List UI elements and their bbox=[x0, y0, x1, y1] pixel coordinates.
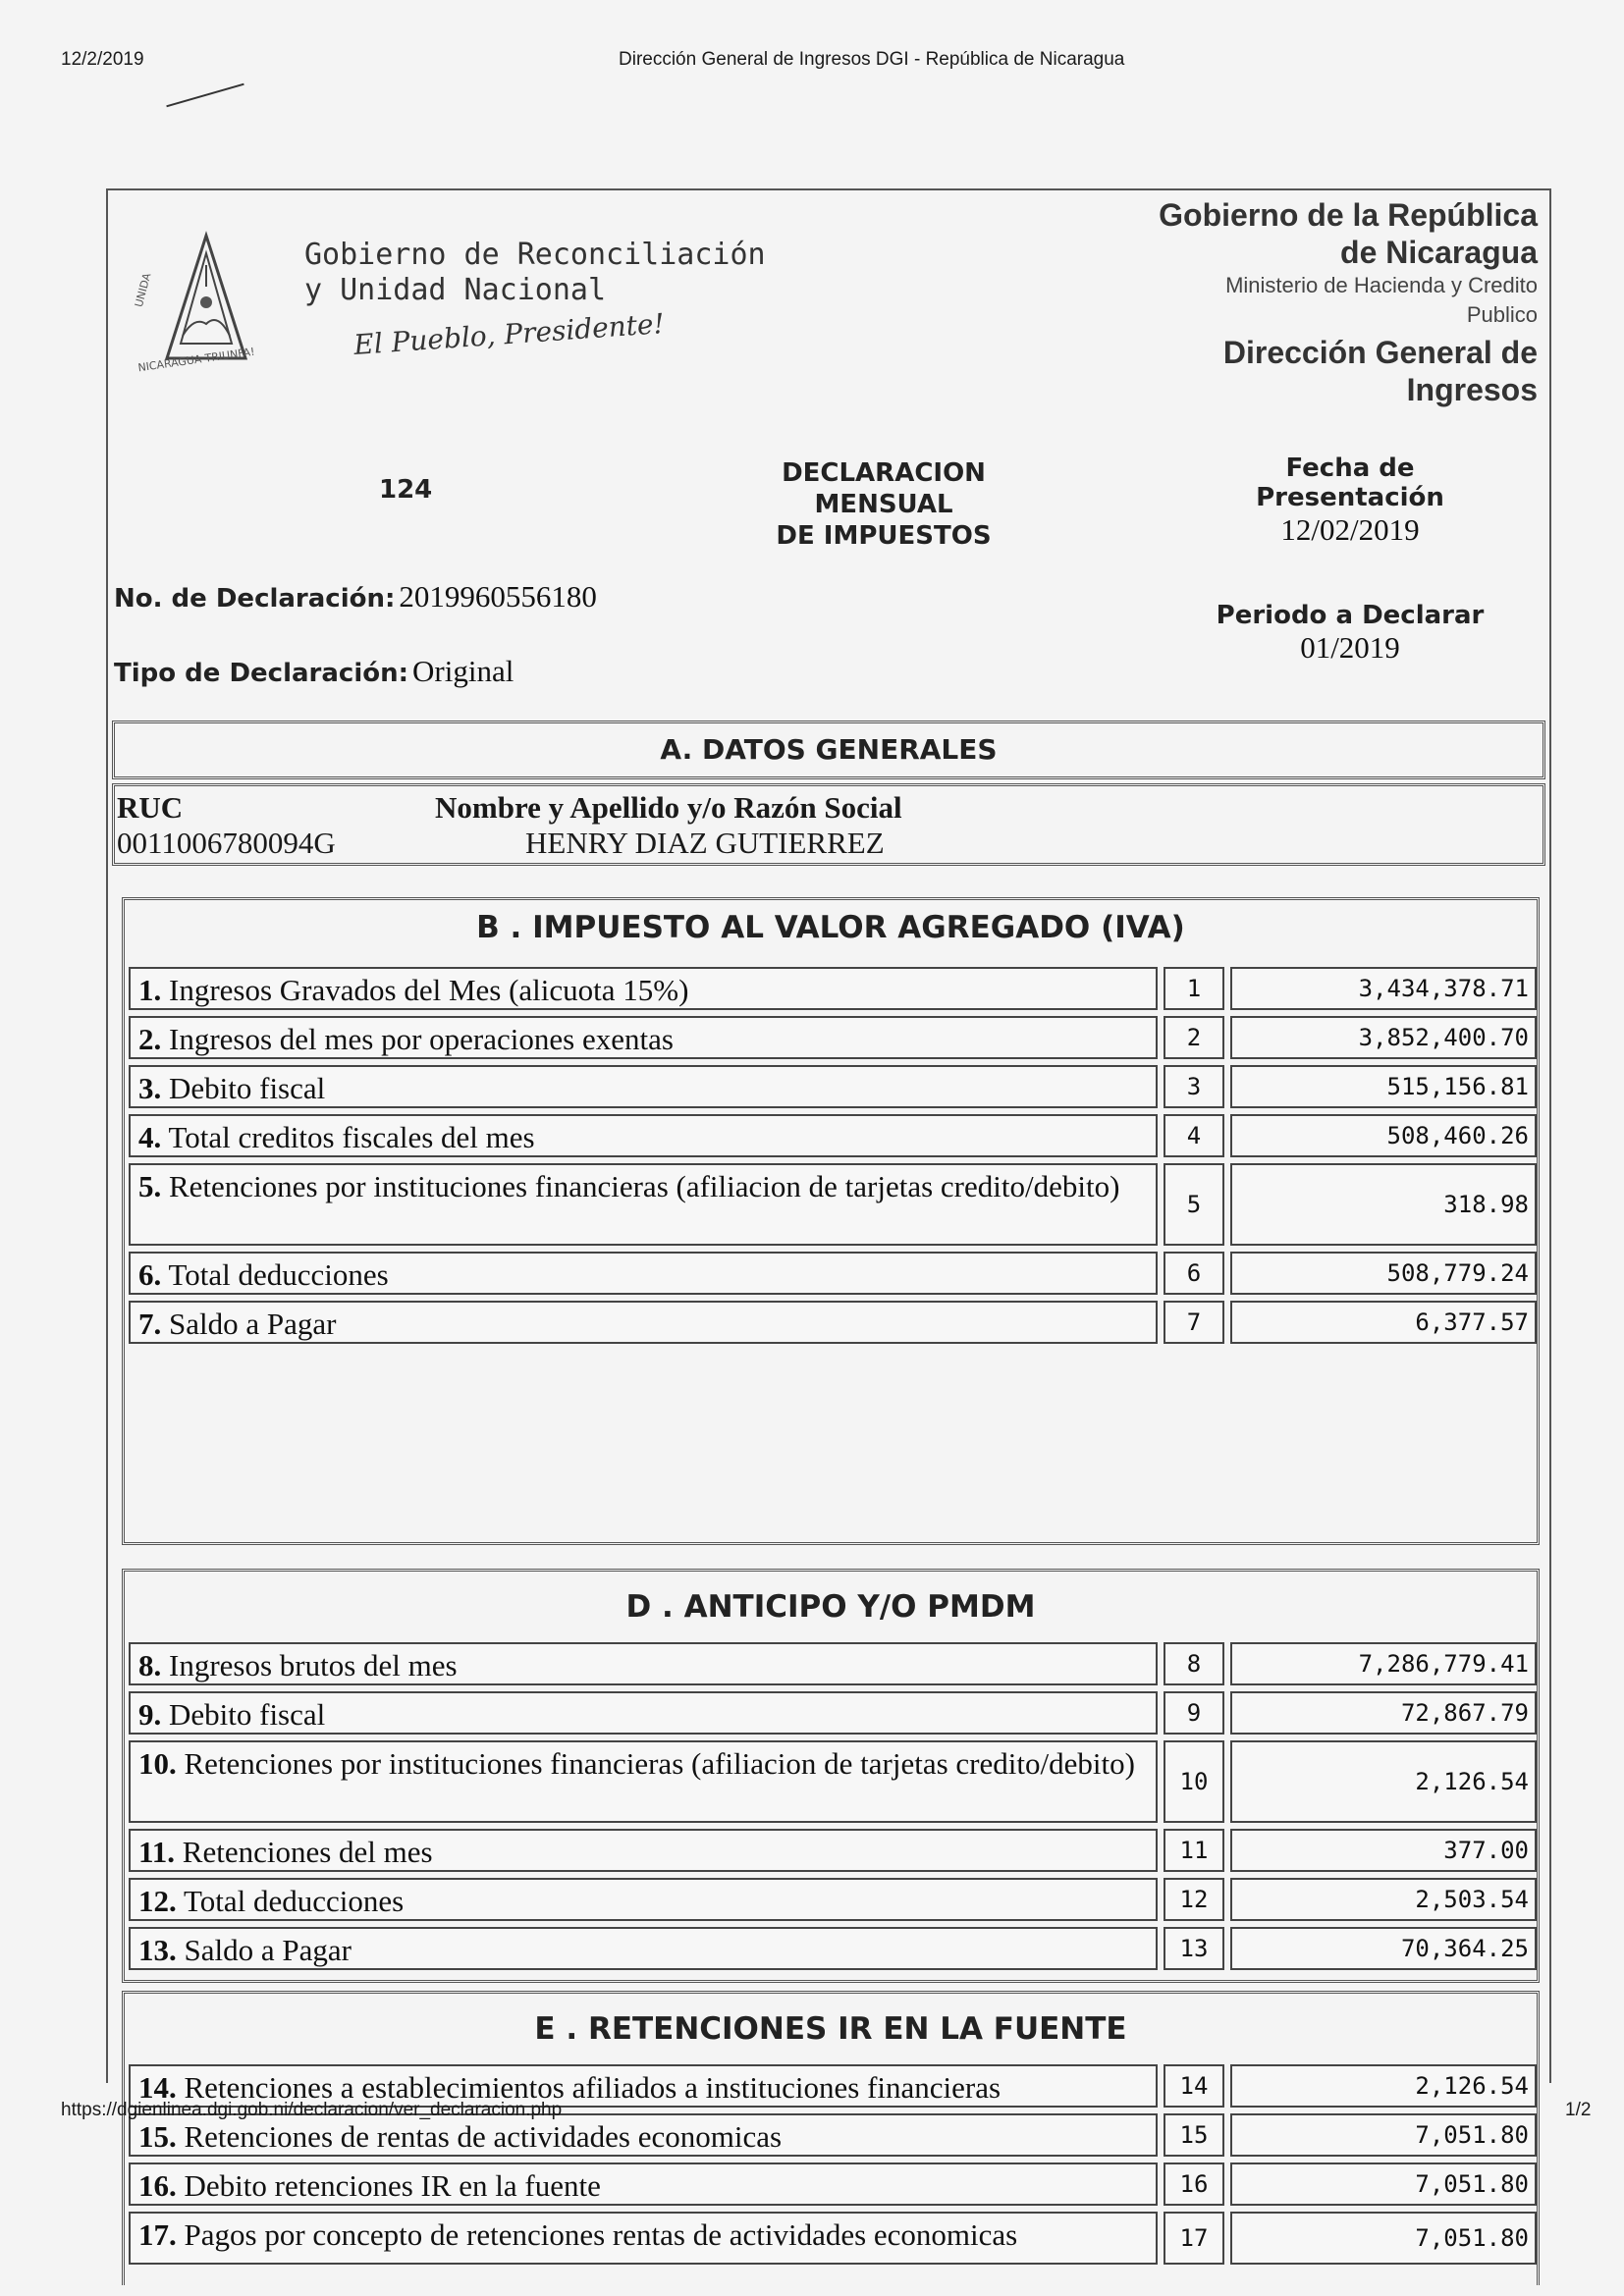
fecha-value: 12/02/2019 bbox=[1280, 512, 1420, 547]
row-label bbox=[129, 1301, 1158, 1344]
nombre-value: HENRY DIAZ GUTIERREZ bbox=[525, 826, 885, 860]
row-text: Total creditos fiscales del mes bbox=[168, 1120, 535, 1154]
datos-generales-title-box bbox=[112, 721, 1545, 779]
row-value: 508,779.24 bbox=[1230, 1252, 1537, 1295]
table-row bbox=[125, 1114, 1537, 1157]
table-row bbox=[125, 1016, 1537, 1059]
no-declaracion-value: 2019960556180 bbox=[399, 579, 597, 614]
section-b-title: B . IMPUESTO AL VALOR AGREGADO (IVA) bbox=[476, 910, 1185, 945]
row-text: Ingresos brutos del mes bbox=[169, 1648, 458, 1682]
row-label bbox=[129, 1114, 1158, 1157]
row-value: 318.98 bbox=[1230, 1163, 1537, 1246]
row-value: 6,377.57 bbox=[1230, 1301, 1537, 1344]
nombre-label: Nombre y Apellido y/o Razón Social bbox=[435, 790, 902, 825]
section-b-rows bbox=[125, 967, 1537, 1546]
row-number: 12. bbox=[138, 1884, 177, 1918]
row-text: Retenciones por instituciones financieras (afiliacion de tarjetas credito/debito) bbox=[169, 1169, 1120, 1203]
row-label bbox=[129, 1252, 1158, 1295]
row-number: 10. bbox=[138, 1746, 177, 1781]
table-row bbox=[125, 1691, 1537, 1735]
form-title bbox=[736, 457, 1031, 552]
table-row bbox=[125, 1642, 1537, 1685]
gov-right-line5: Dirección General de bbox=[1222, 335, 1538, 370]
section-e-title: E . RETENCIONES IR EN LA FUENTE bbox=[534, 2011, 1127, 2047]
row-value: 70,364.25 bbox=[1230, 1927, 1537, 1970]
row-number: 3. bbox=[138, 1071, 162, 1105]
pen-mark bbox=[166, 83, 244, 108]
form-title-line1: DECLARACION MENSUAL bbox=[782, 458, 986, 519]
slogan: El Pueblo, Presidente! bbox=[352, 306, 666, 362]
row-label bbox=[129, 1642, 1158, 1685]
fecha-label: Fecha de Presentación bbox=[1256, 454, 1444, 512]
row-value: 377.00 bbox=[1230, 1829, 1537, 1872]
form-number: 124 bbox=[379, 475, 433, 505]
gov-left-line2: y Unidad Nacional bbox=[304, 273, 607, 307]
row-code: 4 bbox=[1164, 1114, 1224, 1157]
ruc-label: RUC bbox=[117, 790, 184, 825]
form-title-line2: DE IMPUESTOS bbox=[776, 521, 992, 551]
row-label bbox=[129, 1163, 1158, 1246]
gov-right bbox=[1047, 196, 1538, 408]
row-label bbox=[129, 1065, 1158, 1108]
seal-text-bottom: NICARAGUA TRIUNFA! bbox=[136, 345, 256, 375]
row-value: 2,503.54 bbox=[1230, 1878, 1537, 1921]
section-d-title: D . ANTICIPO Y/O PMDM bbox=[625, 1589, 1036, 1625]
row-code: 8 bbox=[1164, 1642, 1224, 1685]
row-text: Retenciones de rentas de actividades economicas bbox=[184, 2119, 783, 2154]
row-label bbox=[129, 1927, 1158, 1970]
row-label bbox=[129, 1829, 1158, 1872]
row-text: Debito fiscal bbox=[169, 1697, 326, 1732]
table-row bbox=[125, 2212, 1537, 2265]
gov-right-line2: de Nicaragua bbox=[1340, 235, 1538, 270]
print-page: 1/2 bbox=[1565, 2100, 1592, 2120]
gov-right-line4: Publico bbox=[1466, 302, 1538, 327]
row-text: Saldo a Pagar bbox=[169, 1307, 337, 1341]
row-code: 14 bbox=[1164, 2064, 1224, 2108]
table-row bbox=[125, 1252, 1537, 1295]
print-date: 12/2/2019 bbox=[61, 49, 144, 70]
gov-right-line1: Gobierno de la República bbox=[1159, 197, 1538, 233]
section-d bbox=[122, 1569, 1540, 1983]
row-value: 7,051.80 bbox=[1230, 2212, 1537, 2265]
gov-right-line6: Ingresos bbox=[1406, 372, 1538, 407]
row-code: 16 bbox=[1164, 2163, 1224, 2206]
row-number: 13. bbox=[138, 1933, 177, 1967]
table-row bbox=[125, 1829, 1537, 1872]
row-number: 4. bbox=[138, 1120, 162, 1154]
row-text: Retenciones a establecimientos afiliados a instituciones financieras bbox=[184, 2070, 1001, 2105]
row-text: Total deducciones bbox=[168, 1257, 389, 1292]
row-value: 508,460.26 bbox=[1230, 1114, 1537, 1157]
periodo-label: Periodo a Declarar bbox=[1216, 601, 1485, 630]
periodo-block bbox=[1188, 601, 1512, 666]
row-code: 1 bbox=[1164, 967, 1224, 1010]
row-code: 13 bbox=[1164, 1927, 1224, 1970]
row-code: 10 bbox=[1164, 1740, 1224, 1823]
row-label bbox=[129, 1878, 1158, 1921]
row-number: 8. bbox=[138, 1648, 162, 1682]
row-value: 2,126.54 bbox=[1230, 1740, 1537, 1823]
table-row bbox=[125, 967, 1537, 1010]
table-row bbox=[125, 1301, 1537, 1344]
row-text: Pagos por concepto de retenciones rentas de actividades economicas bbox=[184, 2217, 1018, 2252]
row-text: Retenciones por instituciones financieras (afiliacion de tarjetas credito/debito) bbox=[184, 1746, 1135, 1781]
row-code: 5 bbox=[1164, 1163, 1224, 1246]
section-d-rows bbox=[125, 1642, 1537, 1982]
table-row bbox=[125, 1927, 1537, 1970]
tipo-value: Original bbox=[412, 654, 514, 688]
table-row bbox=[125, 1740, 1537, 1823]
row-text: Saldo a Pagar bbox=[184, 1933, 352, 1967]
no-declaracion-label: No. de Declaración: bbox=[114, 584, 396, 614]
row-label bbox=[129, 2212, 1158, 2265]
row-value: 2,126.54 bbox=[1230, 2064, 1537, 2108]
row-number: 6. bbox=[138, 1257, 162, 1292]
gov-left-line1: Gobierno de Reconciliación bbox=[304, 238, 766, 272]
no-declaracion bbox=[114, 579, 597, 614]
row-label bbox=[129, 1016, 1158, 1059]
row-code: 17 bbox=[1164, 2212, 1224, 2265]
row-number: 16. bbox=[138, 2168, 177, 2203]
row-label bbox=[129, 2163, 1158, 2206]
row-label bbox=[129, 1740, 1158, 1823]
row-number: 14. bbox=[138, 2070, 177, 2105]
table-row bbox=[125, 2163, 1537, 2206]
row-text: Total deducciones bbox=[183, 1884, 405, 1918]
row-text: Retenciones del mes bbox=[182, 1835, 433, 1869]
row-number: 15. bbox=[138, 2119, 177, 2154]
print-url: https://dgienlinea.dgi.gob.ni/declaracion/ver_declaracion.php bbox=[61, 2100, 563, 2120]
periodo-value: 01/2019 bbox=[1300, 630, 1400, 665]
datos-generales-box bbox=[112, 783, 1545, 866]
row-number: 11. bbox=[138, 1835, 176, 1869]
row-label bbox=[129, 967, 1158, 1010]
row-value: 7,286,779.41 bbox=[1230, 1642, 1537, 1685]
row-number: 1. bbox=[138, 973, 162, 1007]
table-row bbox=[125, 1065, 1537, 1108]
ruc-value: 0011006780094G bbox=[117, 826, 336, 860]
row-number: 9. bbox=[138, 1697, 162, 1732]
seal-text-top: UNIDA bbox=[132, 271, 154, 309]
row-number: 17. bbox=[138, 2217, 177, 2252]
row-text: Ingresos del mes por operaciones exentas bbox=[169, 1022, 674, 1056]
row-value: 72,867.79 bbox=[1230, 1691, 1537, 1735]
table-row bbox=[125, 1878, 1537, 1921]
row-code: 7 bbox=[1164, 1301, 1224, 1344]
row-text: Ingresos Gravados del Mes (alicuota 15%) bbox=[169, 973, 689, 1007]
row-number: 2. bbox=[138, 1022, 162, 1056]
row-text: Debito retenciones IR en la fuente bbox=[184, 2168, 601, 2203]
row-code: 2 bbox=[1164, 1016, 1224, 1059]
datos-generales-title: A. DATOS GENERALES bbox=[660, 733, 998, 766]
gov-right-line3: Ministerio de Hacienda y Credito bbox=[1225, 273, 1538, 297]
row-code: 6 bbox=[1164, 1252, 1224, 1295]
row-number: 5. bbox=[138, 1169, 162, 1203]
row-code: 3 bbox=[1164, 1065, 1224, 1108]
row-code: 9 bbox=[1164, 1691, 1224, 1735]
row-value: 3,852,400.70 bbox=[1230, 1016, 1537, 1059]
row-value: 7,051.80 bbox=[1230, 2113, 1537, 2157]
print-title: Dirección General de Ingresos DGI - República de Nicaragua bbox=[619, 49, 1125, 70]
section-e-rows bbox=[125, 2064, 1537, 2290]
table-row bbox=[125, 1163, 1537, 1246]
section-b bbox=[122, 897, 1540, 1545]
section-e bbox=[122, 1991, 1540, 2285]
row-value: 3,434,378.71 bbox=[1230, 967, 1537, 1010]
row-value: 515,156.81 bbox=[1230, 1065, 1537, 1108]
tipo-label: Tipo de Declaración: bbox=[114, 659, 409, 688]
row-number: 7. bbox=[138, 1307, 162, 1341]
row-code: 11 bbox=[1164, 1829, 1224, 1872]
row-text: Debito fiscal bbox=[169, 1071, 326, 1105]
row-code: 12 bbox=[1164, 1878, 1224, 1921]
tipo-declaracion bbox=[114, 654, 514, 689]
row-code: 15 bbox=[1164, 2113, 1224, 2157]
fecha-block bbox=[1188, 454, 1512, 548]
row-value: 7,051.80 bbox=[1230, 2163, 1537, 2206]
row-label bbox=[129, 1691, 1158, 1735]
